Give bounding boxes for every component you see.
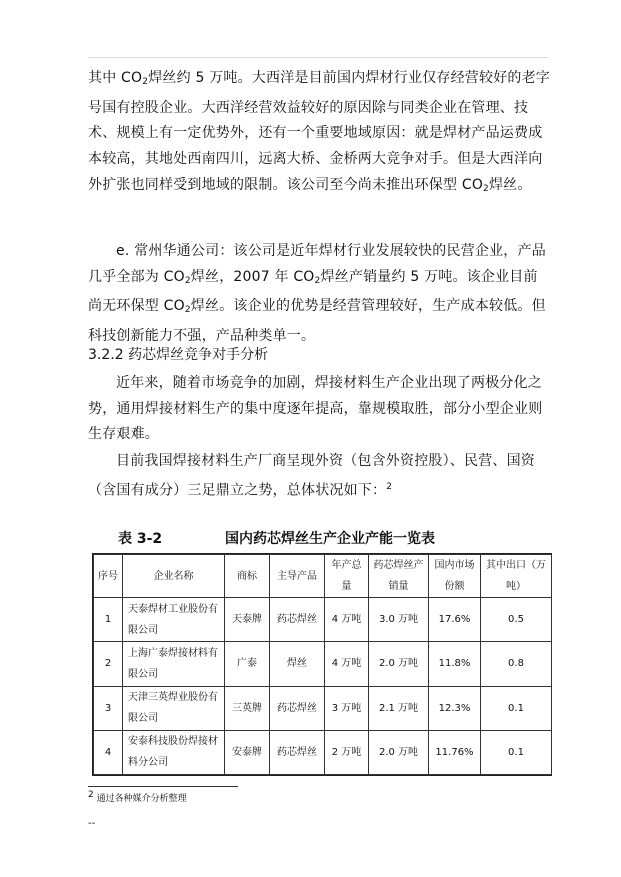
table-header-row — [94, 555, 552, 598]
header-cell: 主导产品 — [270, 555, 325, 598]
header-cell: 序号 — [94, 555, 123, 598]
header-rule — [88, 57, 548, 58]
capacity-table — [92, 553, 552, 776]
table-title: 国内药芯焊丝生产企业产能一览表 — [225, 531, 435, 547]
paragraph-competition: 近年来，随着市场竞争的加剧，焊接材料生产企业出现了两极分化之势，通用焊接材料生产的集中度逐年提高，靠规模取胜，部分小型企业则生存艰难。 — [88, 375, 543, 443]
footnote-rule — [88, 786, 238, 787]
table-row: 1 天泰焊材工业股份有限公司 天泰牌 药芯焊丝 4 万吨 3.0 万吨 17.6% 0.5 — [94, 598, 552, 642]
header-cell: 国内市场份额 — [429, 555, 481, 598]
table-row: 2 上海广泰焊接材料有限公司 广泰 焊丝 4 万吨 2.0 万吨 11.8% 0.8 — [94, 642, 552, 686]
table-row: 3 天津三英焊业股份有限公司 三英牌 药芯焊丝 3 万吨 2.1 万吨 12.3% 0.1 — [94, 686, 552, 730]
header-cell: 其中出口（万吨） — [481, 555, 552, 598]
header-cell: 商标 — [225, 555, 270, 598]
header-cell: 年产总量 — [325, 555, 369, 598]
paragraph-dayang: 其中 $CO_2$焊丝约 5 万吨。大西洋是目前国内焊材行业仅存经营较好的老字号国有控股企业。大西洋经营效益较好的原因除与同类企业在管理、技术、规模上有一定优势外，还有一个重要地域原因：就是焊材产品运费成本较高，其地处西南四川，远离大桥、金桥两大竞争对手。但是大西洋向外扩张也同样受到地域的限制。该公司至今尚未推出环保型 $CO_2$焊丝。 — [88, 70, 550, 194]
section-heading: 3.2.2 药芯焊丝竞争对手分析 — [88, 347, 269, 363]
table-caption — [118, 528, 435, 548]
table-row: 4 安泰科技股份焊接材料分公司 安泰牌 药芯焊丝 2 万吨 2.0 万吨 11.76% 0.1 — [94, 730, 552, 774]
footnote: $^2$ 通过各种媒介分析整理 — [88, 790, 187, 804]
header-cell: 企业名称 — [123, 555, 225, 598]
page-mark: -- — [88, 818, 96, 829]
header-cell: 药芯焊丝产销量 — [369, 555, 429, 598]
paragraph-overview: 目前我国焊接材料生产厂商呈现外资（包含外资控股）、民营、国资（含国有成分）三足鼎立之势，总体状况如下：$^2$ — [88, 453, 535, 499]
paragraph-huatong: e. 常州华通公司：该公司是近年焊材行业发展较快的民营企业，产品几乎全部为 $CO_2$焊丝，2007 年 $CO_2$焊丝产销量约 5 万吨。该企业目前尚无环保型 $CO_2$焊丝。该企业的优势是经营管理较好，生产成本较低。但科技创新能力不强，产品种类单一。 — [88, 243, 546, 345]
table-number: 表 3-2 — [118, 531, 163, 547]
